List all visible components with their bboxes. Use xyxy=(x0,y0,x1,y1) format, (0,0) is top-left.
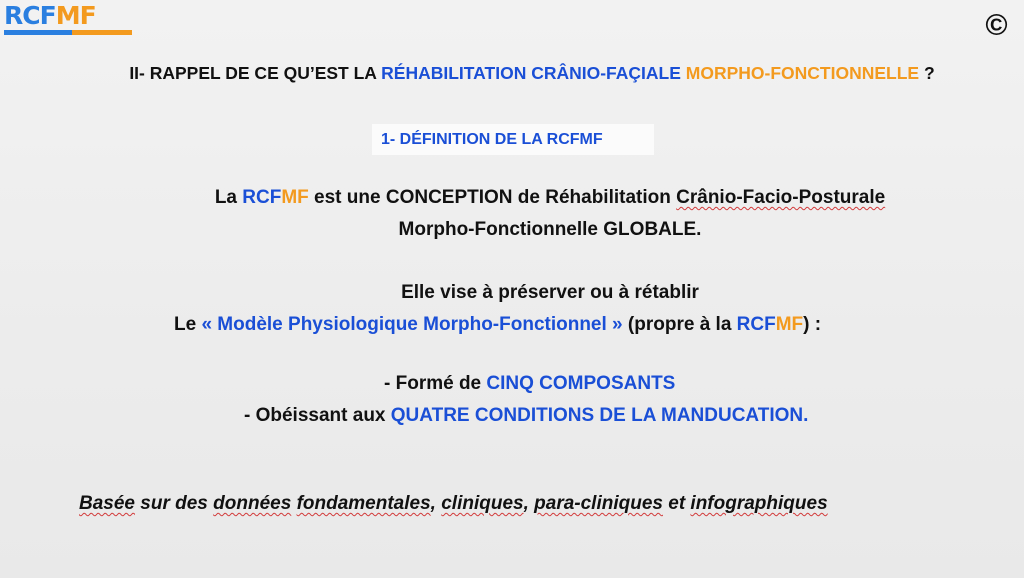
logo-wordmark xyxy=(4,2,134,29)
slide-heading xyxy=(0,61,1024,85)
heading-orange: MORPHO-FONCTIONNELLE xyxy=(685,63,920,83)
aim-line-1: Elle vise à préserver ou à rétablir xyxy=(401,282,699,303)
footer-w1: Basée xyxy=(79,493,135,514)
footer-t1: sur des xyxy=(135,493,214,514)
footer-w3: fondamentales xyxy=(296,493,431,514)
aim-model: « Modèle Physiologique Morpho-Fonctionnel » xyxy=(201,314,623,335)
footer-t4: , xyxy=(523,493,535,514)
aim-mid: (propre à la xyxy=(622,314,737,335)
definition-line-2: Morpho-Fonctionnelle GLOBALE. xyxy=(398,219,702,240)
def-rcf: RCF xyxy=(242,187,282,208)
aim-le: Le xyxy=(174,314,202,335)
footer-w5: para-cliniques xyxy=(534,493,663,514)
footer-w2: données xyxy=(213,493,292,514)
heading-prefix: II- RAPPEL DE CE QU’EST LA xyxy=(129,63,382,83)
bullet-1-pre: - Formé de xyxy=(384,373,487,394)
heading-suffix: ? xyxy=(919,63,935,83)
bullet-1-blue: CINQ COMPOSANTS xyxy=(486,373,676,394)
heading-blue: RÉHABILITATION CRÂNIO-FAÇIALE xyxy=(381,63,681,83)
bullet-2-pre: - Obéissant aux xyxy=(244,405,391,426)
bullet-1 xyxy=(384,372,675,396)
footer-t5: et xyxy=(662,493,691,514)
logo-strip xyxy=(4,30,134,35)
section-title: 1- DÉFINITION DE LA RCFMF xyxy=(381,131,603,148)
logo-mf: MF xyxy=(55,1,96,30)
footer-t3: , xyxy=(430,493,442,514)
logo-rcf: RCF xyxy=(4,1,56,30)
rcfmf-logo xyxy=(4,2,134,36)
aim-mf: MF xyxy=(775,314,804,335)
bullet-2 xyxy=(244,404,808,428)
footer-w6: infographiques xyxy=(690,493,828,514)
def-mf: MF xyxy=(281,187,309,208)
aim-rcf: RCF xyxy=(736,314,776,335)
footer-note xyxy=(79,492,828,516)
def-la: La xyxy=(214,187,243,208)
definition-line-1 xyxy=(0,186,1024,210)
def-crano: Crânio-Facio-Posturale xyxy=(676,187,886,208)
aim-post: ) : xyxy=(803,314,822,335)
copyright-symbol: © xyxy=(985,9,1008,42)
footer-w4: cliniques xyxy=(441,493,524,514)
bullet-2-blue: QUATRE CONDITIONS DE LA MANDUCATION. xyxy=(390,405,809,426)
def-mid: est une CONCEPTION de Réhabilitation xyxy=(308,187,677,208)
aim-line-2 xyxy=(174,313,821,337)
